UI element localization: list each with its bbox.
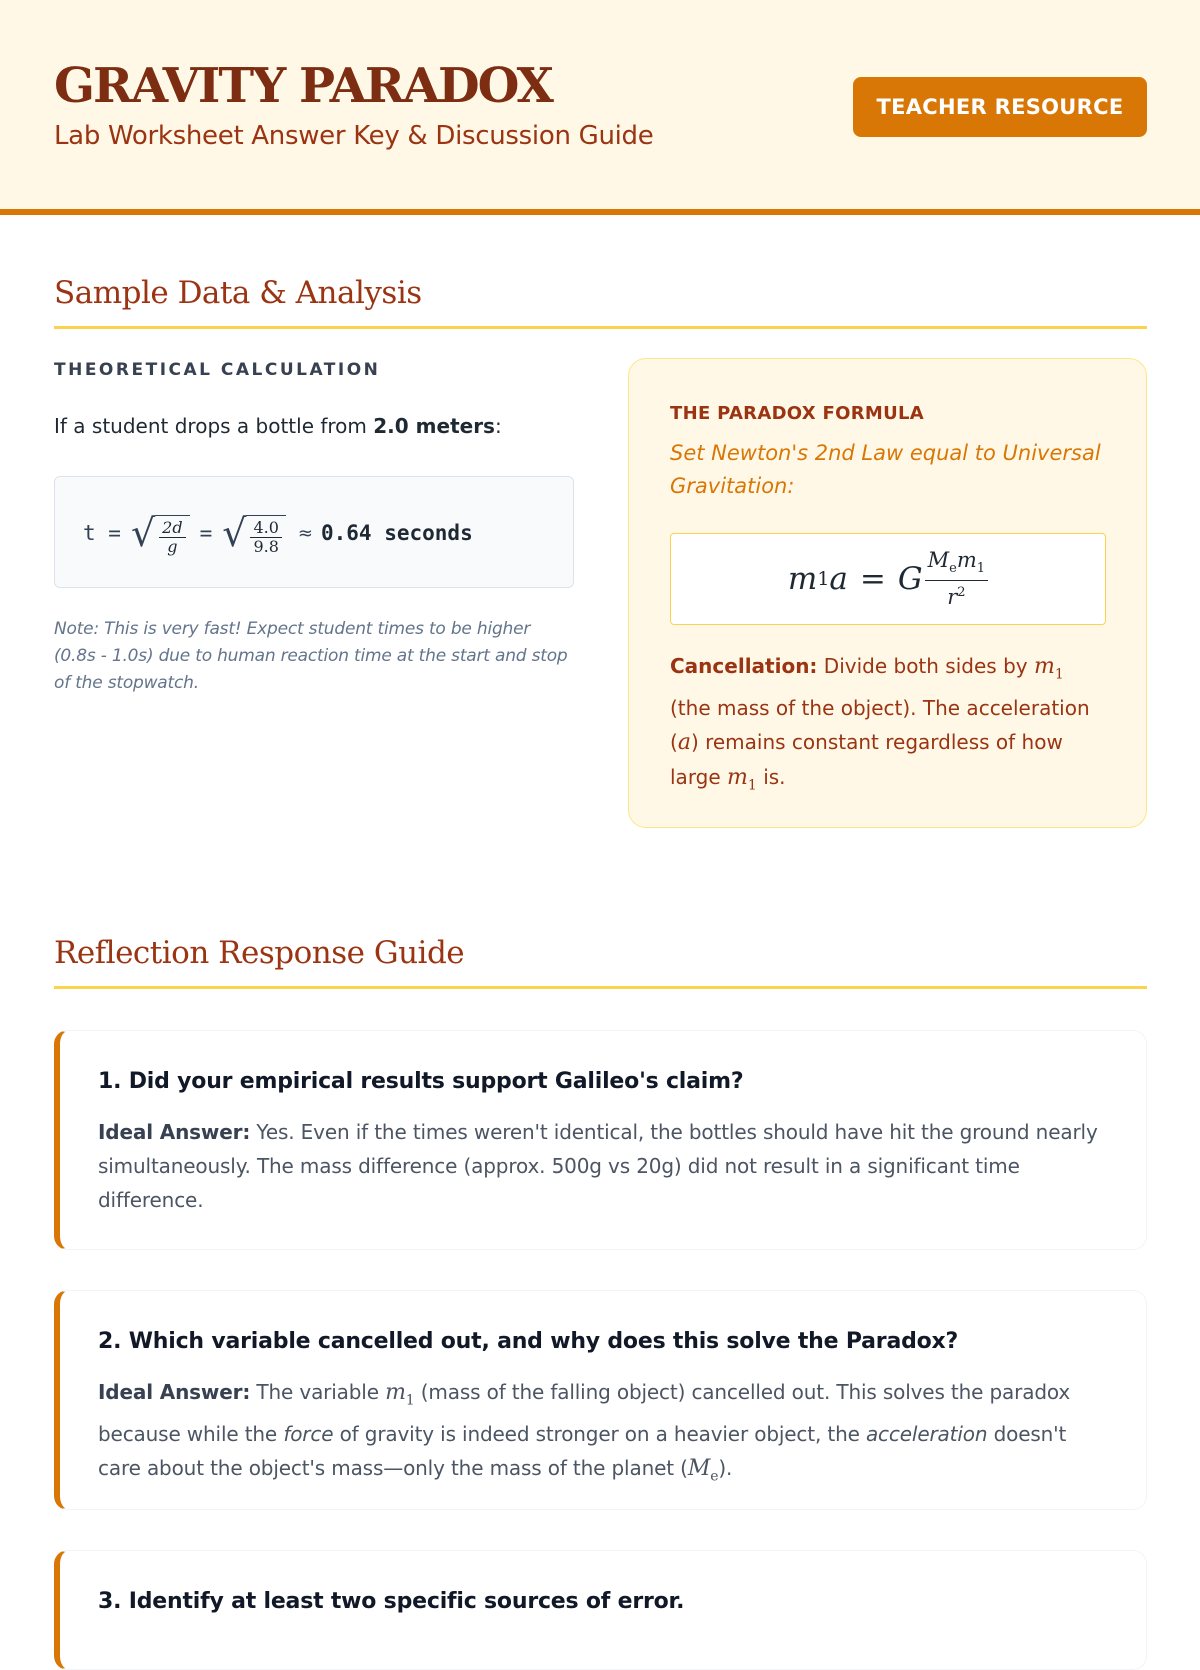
calculation-box [54,476,574,588]
page-header [0,0,1200,215]
page-subtitle: Lab Worksheet Answer Key & Discussion Guide [54,121,654,151]
section-title-reflection: Reflection Response Guide [54,935,465,971]
paradox-equation: m 1 a = G $M_em_1$ $r^2$ [670,533,1106,625]
ideal-answer: Ideal Answer: Yes. Even if the times weren't identical, the bottles should have hit the ground nearly simultaneously. The mass difference (approx. 500g vs 20g) did not result in a significant time difference. [98,1120,1098,1212]
section-divider [54,986,1147,989]
paradox-formula-card [628,358,1147,828]
question-title: 3. Identify at least two specific sources of error. [98,1589,685,1614]
section-title-sample-data: Sample Data & Analysis [54,275,422,311]
drop-height-value: 2.0 meters [373,414,495,438]
calculation-lead: If a student drops a bottle from 2.0 meters: [54,414,502,438]
theoretical-calculation-label: THEORETICAL CALCULATION [54,360,381,380]
sqrt-symbol: √ $\frac{2d}{g}$ [131,509,190,557]
fall-time-formula: t = √ $\frac{2d}{g}$ = √ $\frac{4.0}{9.8}$ ≈ 0.64 seconds [83,511,473,556]
ideal-answer: Ideal Answer: The variable $m_1$ (mass of the falling object) cancelled out. This solves the paradox because while the force of gravity is indeed stronger on a heavier object, the acceleration doesn't care about the object's mass—only the mass of the planet $(M_e)$. [98,1380,1071,1485]
sqrt-symbol: √ $\frac{4.0}{9.8}$ [222,509,286,557]
question-title: 1. Did your empirical results support Galileo's claim? [98,1069,744,1094]
page-title: GRAVITY PARADOX [54,58,552,114]
reflection-question-card [54,1030,1147,1250]
reflection-question-card [54,1550,1147,1670]
teacher-resource-badge: TEACHER RESOURCE [853,77,1147,137]
fall-time-result: 0.64 seconds [321,521,473,545]
paradox-formula-label: THE PARADOX FORMULA [670,403,924,424]
cancellation-explanation: Cancellation: Divide both sides by $m_1$ (the mass of the object). The acceleration (a) remains constant regardless of how large $m_1$ is. [670,654,1090,794]
question-title: 2. Which variable cancelled out, and why does this solve the Paradox? [98,1329,959,1354]
paradox-formula-lead: Set Newton's 2nd Law equal to Universal Gravitation: [670,441,1101,498]
section-divider [54,326,1147,329]
reaction-time-note: Note: This is very fast! Expect student times to be higher (0.8s - 1.0s) due to human reaction time at the start and stop of the stopwatch. [54,619,568,693]
reflection-question-card [54,1290,1147,1510]
